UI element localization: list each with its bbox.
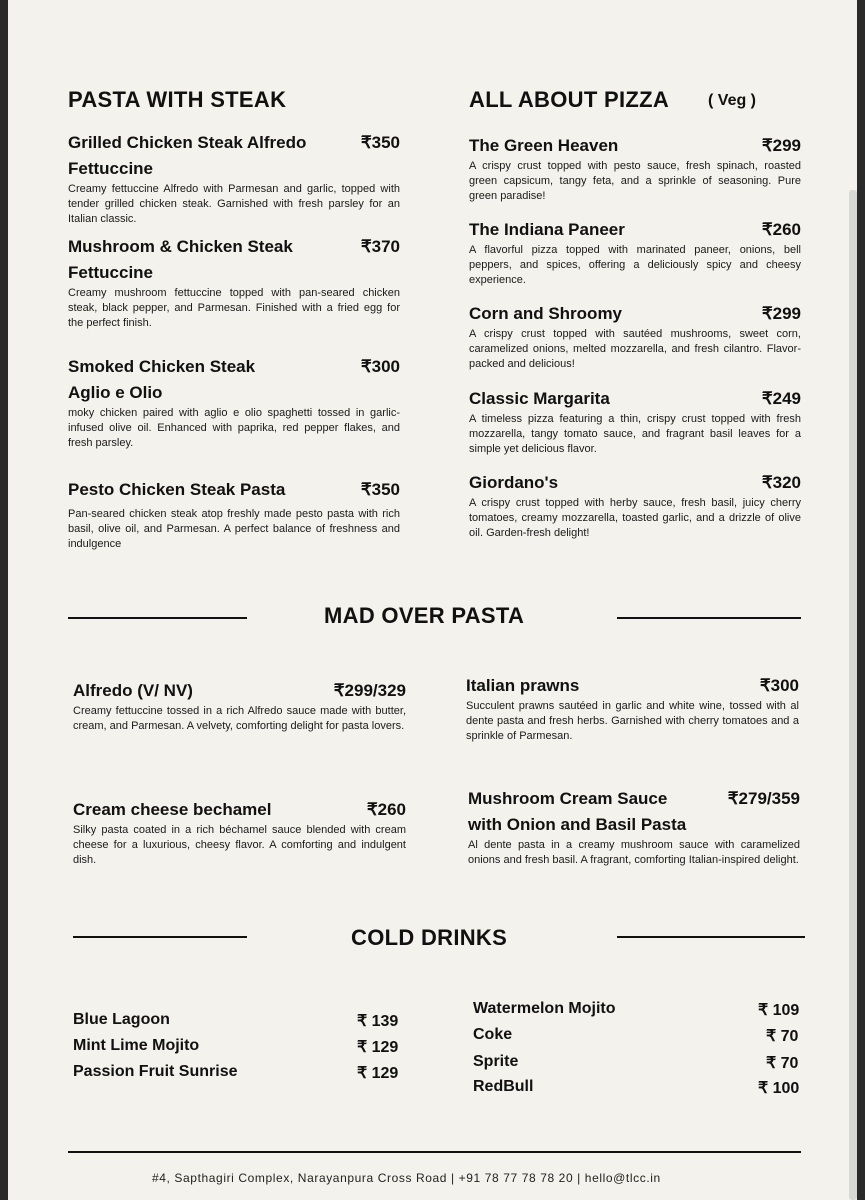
mad-pasta-title: MAD OVER PASTA: [324, 603, 525, 628]
menu-item: [469, 301, 801, 372]
item-price: ₹350: [360, 480, 400, 499]
item-name: The Green Heaven: [469, 136, 619, 155]
drink-price: ₹ 70: [766, 1055, 799, 1072]
item-name-line2: Fettuccine: [68, 263, 154, 282]
item-name: Corn and Shroomy: [469, 304, 623, 323]
item-description: Silky pasta coated in a rich béchamel sauce blended with cream cheese for a luxurious, cheesy flavor. A comforting and indulgent dish.: [73, 824, 406, 866]
pizza-subtitle: ( Veg ): [708, 92, 757, 109]
drink-price: ₹ 109: [758, 1002, 800, 1019]
divider-line: [68, 617, 247, 619]
item-description: Creamy fettuccine Alfredo with Parmesan and garlic, topped with tender grilled chicken steak. Garnished with fresh parsley for an Italian classic.: [68, 183, 400, 225]
item-name: Classic Margarita: [469, 389, 610, 408]
item-price: ₹299: [761, 304, 801, 323]
menu-item: [73, 797, 406, 868]
drink-name: Coke: [473, 1026, 513, 1043]
cold-drinks-title: COLD DRINKS: [351, 925, 508, 950]
item-price: ₹320: [761, 473, 801, 492]
drink-name: Watermelon Mojito: [473, 1000, 616, 1017]
menu-item: [68, 477, 400, 552]
pasta-steak-title: PASTA WITH STEAK: [68, 87, 287, 112]
item-name-line2: Aglio e Olio: [68, 383, 163, 402]
footer-address: #4, Sapthagiri Complex, Narayanpura Cross Road | +91 78 77 78 78 20 | hello@tlcc.in: [152, 1171, 661, 1185]
item-name: Alfredo (V/ NV): [73, 681, 193, 700]
item-description: A timeless pizza featuring a thin, crispy crust topped with fresh mozzarella, tangy tomato sauce, and fragrant basil leaves for a simple yet delicious flavor.: [469, 413, 801, 455]
item-description: A crispy crust topped with herby sauce, fresh basil, juicy cherry tomatoes, creamy mozzarella, toasted garlic, and a drizzle of olive oil. Garden-fresh delight!: [469, 497, 801, 539]
item-name-line1: Pesto Chicken Steak Pasta: [68, 480, 286, 499]
menu-item: [469, 386, 801, 457]
item-name-line2: with Onion and Basil Pasta: [468, 815, 687, 834]
item-name: Italian prawns: [466, 676, 580, 695]
item-name-line1: Smoked Chicken Steak: [68, 357, 256, 376]
menu-item: [73, 678, 406, 734]
item-name-line1: Grilled Chicken Steak Alfredo: [68, 133, 307, 152]
drink-name: Sprite: [473, 1053, 519, 1070]
drink-name: RedBull: [473, 1078, 534, 1095]
item-price: ₹350: [360, 133, 400, 152]
item-price: ₹299/329: [333, 681, 406, 700]
item-price: ₹260: [761, 220, 801, 239]
item-description: A crispy crust topped with pesto sauce, fresh spinach, roasted green capsicum, tangy feta, and a sprinkle of seasoning. Pure green paradise!: [469, 160, 801, 202]
item-description: A flavorful pizza topped with marinated paneer, onions, bell peppers, and spices, offering a deliciously spicy and cheesy experience.: [469, 244, 801, 286]
item-price: ₹249: [761, 389, 801, 408]
item-description: Succulent prawns sautéed in garlic and white wine, tossed with al dente pasta and fresh herbs. Garnished with cherry tomatoes and a sprinkle of Parmesan.: [466, 700, 799, 742]
menu-item: [468, 786, 800, 868]
item-description: Al dente pasta in a creamy mushroom sauce with caramelized onions and fresh basil. A fragrant, comforting Italian-inspired delight.: [468, 839, 800, 866]
item-name: The Indiana Paneer: [469, 220, 625, 239]
drink-name: Blue Lagoon: [73, 1011, 170, 1028]
drink-name: Passion Fruit Sunrise: [73, 1063, 238, 1080]
drink-name: Mint Lime Mojito: [73, 1037, 200, 1054]
item-description: Pan-seared chicken steak atop freshly made pesto pasta with rich basil, olive oil, and Parmesan. A perfect balance of freshness and indulgence: [68, 508, 400, 550]
pizza-title: ALL ABOUT PIZZA: [469, 87, 670, 112]
menu-item: [68, 354, 400, 451]
item-price: ₹279/359: [727, 789, 800, 808]
drink-price: ₹ 70: [766, 1028, 799, 1045]
item-description: moky chicken paired with aglio e olio spaghetti tossed in garlic-infused olive oil. Enhanced with paprika, red pepper flakes, and fresh parsley.: [68, 407, 400, 449]
item-price: ₹300: [759, 676, 799, 695]
menu-item: [466, 673, 799, 744]
menu-item: [469, 217, 801, 288]
divider-line: [617, 617, 801, 619]
divider-line: [73, 936, 247, 938]
menu-page: [8, 0, 857, 1200]
menu-item: [469, 470, 801, 541]
item-price: ₹299: [761, 136, 801, 155]
item-name: Cream cheese bechamel: [73, 800, 272, 819]
item-description: Creamy fettuccine tossed in a rich Alfredo sauce made with butter, cream, and Parmesan. A velvety, comforting delight for pasta lovers.: [73, 705, 406, 732]
drink-price: ₹ 139: [357, 1013, 399, 1030]
item-price: ₹260: [366, 800, 406, 819]
item-name-line1: Mushroom Cream Sauce: [468, 789, 668, 808]
item-description: A crispy crust topped with sautéed mushrooms, sweet corn, caramelized onions, melted mozzarella, and fresh cilantro. Flavor-packed and delicious!: [469, 328, 801, 370]
divider-line: [617, 936, 805, 938]
footer-divider: [68, 1151, 801, 1153]
scrollbar[interactable]: [849, 190, 857, 1200]
item-description: Creamy mushroom fettuccine topped with pan-seared chicken steak, black pepper, and Parmesan. Finished with a fried egg for the perfect finish.: [68, 287, 400, 329]
drink-price: ₹ 129: [357, 1039, 399, 1056]
item-price: ₹300: [360, 357, 400, 376]
item-name: Giordano's: [469, 473, 559, 492]
drink-price: ₹ 129: [357, 1065, 399, 1082]
menu-item: [68, 234, 400, 331]
item-name-line2: Fettuccine: [68, 159, 154, 178]
item-name-line1: Mushroom & Chicken Steak: [68, 237, 293, 256]
menu-item: [469, 133, 801, 204]
drink-price: ₹ 100: [758, 1080, 800, 1097]
item-price: ₹370: [360, 237, 400, 256]
menu-item: [68, 130, 400, 227]
